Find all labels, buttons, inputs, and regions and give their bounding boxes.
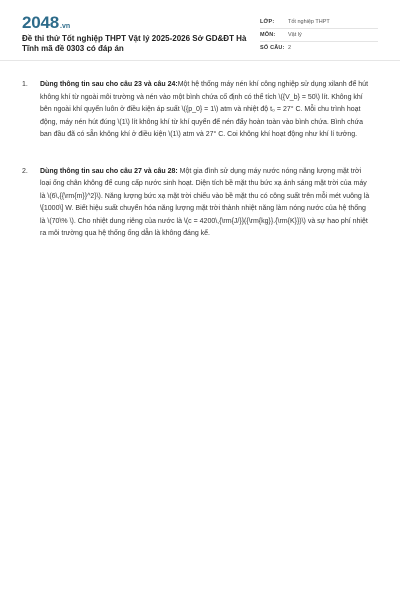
brand-block xyxy=(22,14,252,54)
meta-value: Tốt nghiệp THPT xyxy=(288,18,330,25)
question-number: 1. xyxy=(22,81,28,88)
question-list xyxy=(22,79,378,241)
question-lead: Dùng thông tin sau cho câu 27 và câu 28: xyxy=(40,167,178,175)
meta-row-subject xyxy=(260,29,378,42)
logo-suffix: .vn xyxy=(60,23,71,30)
question-item xyxy=(22,79,378,142)
meta-row-class xyxy=(260,16,378,29)
meta-label: LỚP: xyxy=(260,18,275,25)
header-divider xyxy=(0,60,400,61)
meta-value: Vật lý xyxy=(288,31,302,38)
meta-label: SỐ CÂU: xyxy=(260,44,285,51)
question-body xyxy=(40,79,378,142)
header xyxy=(22,14,378,54)
logo-text: 2048 xyxy=(22,13,60,32)
question-text: Một hệ thống máy nén khí công nghiệp sử dụng xilanh để hút không khí từ ngoài môi trường và nén vào một bình chứa cố định có thể tích \({V_b} = 50\) lít. Không khí bên ngoài khí quyển luôn ở điều kiện áp suất \({p_0} = 1\) atm và nhiệt độ t₀ = 27° C. Mỗi chu trình hoạt động, máy nén hút đúng \(1\) lít không khí từ khí quyển để nén đẩy hoàn toàn vào bình chứa. Bình chứa ban đầu đã có sẵn không khí ở điều kiện \(1\) atm và 27° C. Coi không khí hoạt động như khí lí tưởng. xyxy=(40,81,369,138)
meta-value: 2 xyxy=(288,44,292,51)
exam-title: Đề thi thử Tốt nghiệp THPT Vật lý 2025-2026 Sở GD&ĐT Hà Tĩnh mã đề 0303 có đáp án xyxy=(22,34,247,53)
question-number: 2. xyxy=(22,167,28,175)
logo[interactable] xyxy=(22,14,252,31)
question-body xyxy=(40,166,378,241)
meta-row-count xyxy=(260,42,378,54)
question-lead: Dùng thông tin sau cho câu 23 và câu 24: xyxy=(40,81,178,88)
question-item xyxy=(22,166,378,241)
exam-meta xyxy=(260,16,378,54)
question-text: Một gia đình sử dụng máy nước nóng năng lượng mặt trời loại ống chân không để cung cấp nước sinh hoạt. Diện tích bề mặt thu bức xạ ánh sáng mặt trời của máy là \(6\,{{\rm{m}}^2}\). Năng lượng bức xạ mặt trời chiếu vào bề mặt thu có công suất trên mỗi mét vuông là \[1000\] W. Biết hiệu suất chuyển hóa năng lượng mặt trời thành nhiệt năng làm nóng nước của hệ thống là \(70\% \). Cho nhiệt dung riêng của nước là \(c = 4200\,{\rm{J/}}({\rm{kg}}.{\rm{K}})\) và sự hao phí nhiệt ra môi trường qua hệ thống ống dẫn là không đáng kể. xyxy=(40,167,370,237)
meta-label: MÔN: xyxy=(260,31,276,38)
